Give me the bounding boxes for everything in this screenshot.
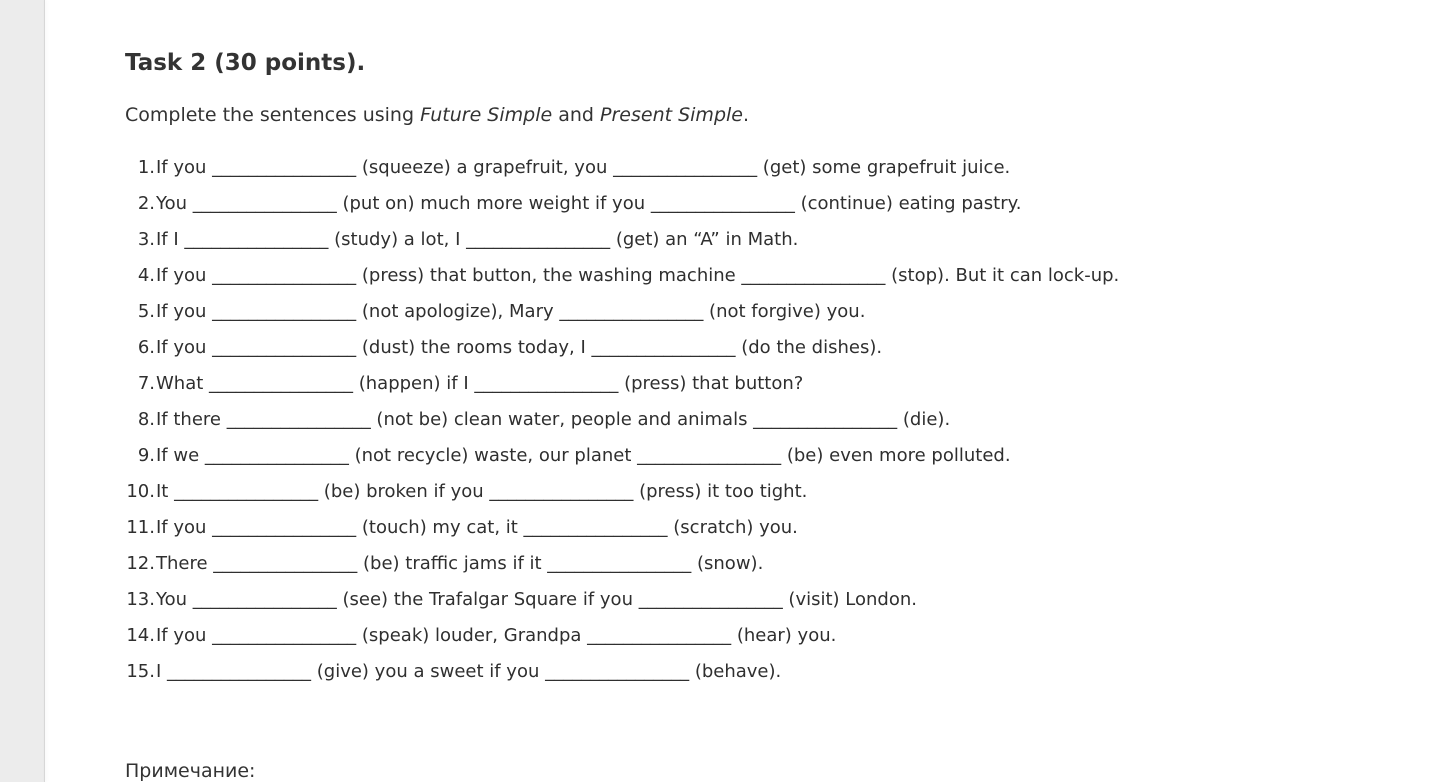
exercise-item: [125, 190, 1119, 226]
task-instructions: [125, 104, 749, 126]
instruction-prefix: Complete the sentences using: [125, 104, 421, 126]
exercise-number: 2.: [137, 193, 155, 214]
exercise-text: If you ________________ (touch) my cat, it ________________ (scratch) you.: [156, 517, 798, 538]
exercise-text: If there ________________ (not be) clean water, people and animals ________________ (die).: [156, 409, 951, 430]
exercise-text: You ________________ (see) the Trafalgar Square if you ________________ (visit) London.: [156, 589, 917, 610]
exercise-item: [125, 154, 1119, 190]
exercise-text: I ________________ (give) you a sweet if you ________________ (behave).: [156, 661, 782, 682]
exercise-number: 14.: [126, 625, 155, 646]
exercise-text: If you ________________ (press) that button, the washing machine ________________ (stop). But it can lock-up.: [156, 265, 1120, 286]
exercise-item: [125, 658, 1119, 694]
exercise-text: If you ________________ (dust) the rooms today, I ________________ (do the dishes).: [156, 337, 883, 358]
exercise-number: 12.: [126, 553, 155, 574]
exercise-text: If you ________________ (squeeze) a grapefruit, you ________________ (get) some grapefruit juice.: [156, 157, 1011, 178]
exercise-list: [125, 154, 1119, 694]
exercise-item: [125, 586, 1119, 622]
exercise-number: 11.: [126, 517, 155, 538]
exercise-item: [125, 370, 1119, 406]
exercise-item: [125, 478, 1119, 514]
task-title: Task 2 (30 points).: [125, 50, 366, 76]
page-left-border: [44, 0, 45, 782]
exercise-text: What ________________ (happen) if I ________________ (press) that button?: [156, 373, 804, 394]
exercise-number: 8.: [137, 409, 155, 430]
exercise-text: You ________________ (put on) much more weight if you ________________ (continue) eating pastry.: [156, 193, 1022, 214]
exercise-item: [125, 514, 1119, 550]
exercise-number: 5.: [137, 301, 155, 322]
exercise-number: 10.: [126, 481, 155, 502]
exercise-item: [125, 622, 1119, 658]
exercise-number: 4.: [137, 265, 155, 286]
exercise-item: [125, 442, 1119, 478]
exercise-number: 7.: [137, 373, 155, 394]
tense-future-simple: Future Simple: [420, 104, 553, 126]
instruction-suffix: .: [742, 104, 750, 126]
exercise-item: [125, 226, 1119, 262]
tense-present-simple: Present Simple: [600, 104, 743, 126]
left-margin-shade: [0, 0, 44, 782]
exercise-number: 9.: [137, 445, 155, 466]
exercise-text: If we ________________ (not recycle) waste, our planet ________________ (be) even more polluted.: [156, 445, 1011, 466]
exercise-item: [125, 334, 1119, 370]
exercise-item: [125, 550, 1119, 586]
exercise-item: [125, 262, 1119, 298]
exercise-text: If I ________________ (study) a lot, I ________________ (get) an “A” in Math.: [156, 229, 799, 250]
exercise-text: If you ________________ (not apologize), Mary ________________ (not forgive) you.: [156, 301, 866, 322]
instruction-conjunction: and: [552, 104, 601, 126]
exercise-text: It ________________ (be) broken if you ________________ (press) it too tight.: [156, 481, 808, 502]
note-label: Примечание:: [125, 760, 256, 782]
exercise-number: 13.: [126, 589, 155, 610]
exercise-number: 15.: [126, 661, 155, 682]
exercise-number: 3.: [137, 229, 155, 250]
exercise-number: 6.: [137, 337, 155, 358]
exercise-text: There ________________ (be) traffic jams if it ________________ (snow).: [156, 553, 764, 574]
exercise-item: [125, 298, 1119, 334]
exercise-item: [125, 406, 1119, 442]
exercise-number: 1.: [137, 157, 155, 178]
exercise-text: If you ________________ (speak) louder, Grandpa ________________ (hear) you.: [156, 625, 837, 646]
